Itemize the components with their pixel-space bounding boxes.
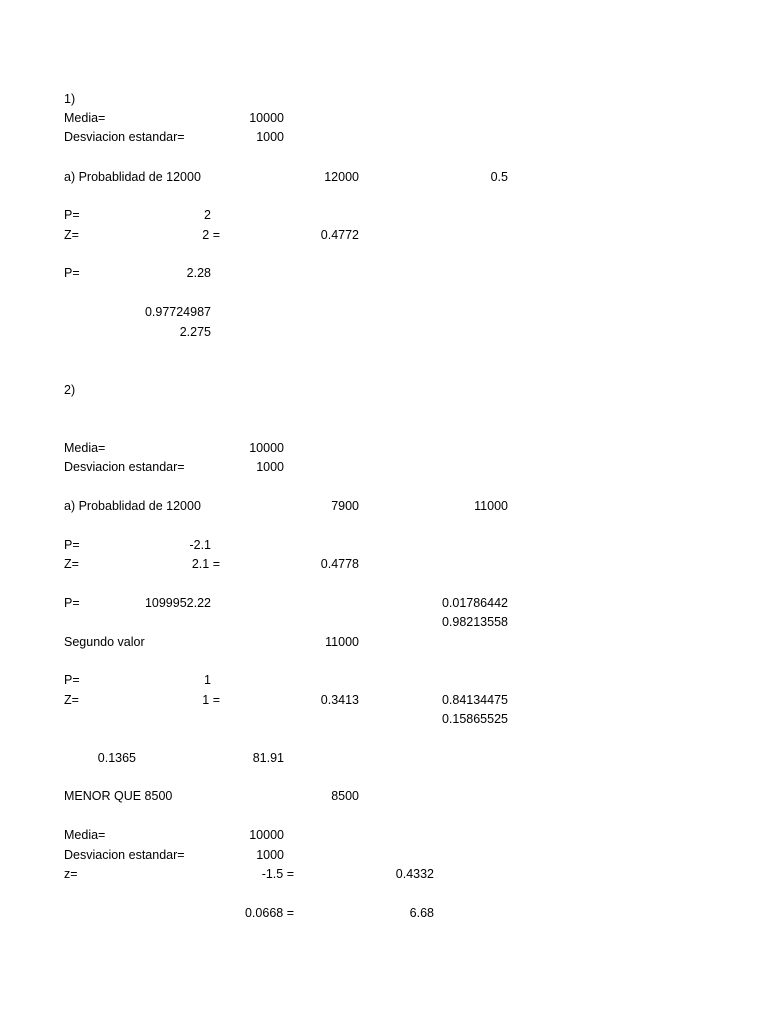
desviacion-label: Desviacion estandar= (64, 460, 185, 474)
value-cell: 0.0668 = (244, 906, 294, 920)
z-label: Z= (64, 557, 79, 571)
p-value: -2.1 (189, 538, 211, 552)
probabilidad-label: a) Probablidad de 12000 (64, 170, 201, 184)
value-cell: 0.98213558 (441, 615, 508, 629)
z-value: -1.5 = (261, 867, 294, 881)
p-label: P= (64, 673, 80, 687)
media-value: 10000 (249, 441, 284, 455)
probabilidad-value: 12000 (324, 170, 359, 184)
media-label: Media= (64, 441, 106, 455)
media-value: 10000 (249, 111, 284, 125)
z-value: 2.1 = (191, 557, 220, 571)
z-area: 0.4772 (320, 228, 359, 242)
value-cell: 81.91 (252, 751, 284, 765)
p-label: P= (64, 266, 80, 280)
p-result: 2.28 (186, 266, 211, 280)
p-value: 2 (204, 208, 211, 222)
desviacion-label: Desviacion estandar= (64, 848, 185, 862)
menor-que-label: MENOR QUE 8500 (64, 789, 173, 803)
z-label: z= (64, 867, 78, 881)
z-value: 1 = (202, 693, 220, 707)
z-value: 2 = (202, 228, 220, 242)
value-cell: 6.68 (409, 906, 434, 920)
z-area: 0.4778 (320, 557, 359, 571)
menor-que-value: 8500 (331, 789, 359, 803)
z-area: 0.3413 (320, 693, 359, 707)
probabilidad-extra: 0.5 (490, 170, 508, 184)
z-label: Z= (64, 228, 79, 242)
media-label: Media= (64, 111, 106, 125)
probabilidad-extra: 11000 (474, 499, 508, 513)
z-extra: 0.84134475 (441, 693, 508, 707)
section-2-label: 2) (64, 383, 76, 397)
section-1-label: 1) (64, 92, 76, 106)
segundo-valor-label: Segundo valor (64, 635, 145, 649)
p-label: P= (64, 596, 80, 610)
p-label: P= (64, 208, 80, 222)
p-label: P= (64, 538, 80, 552)
value-cell: 0.97724987 (144, 305, 211, 319)
desviacion-value: 1000 (256, 460, 284, 474)
p-extra: 0.01786442 (441, 596, 508, 610)
p-result: 1099952.22 (144, 596, 211, 610)
value-cell: 0.15865525 (441, 712, 508, 726)
media-value: 10000 (249, 828, 284, 842)
desviacion-value: 1000 (256, 130, 284, 144)
probabilidad-value: 7900 (331, 499, 359, 513)
value-cell: 2.275 (179, 325, 211, 339)
desviacion-value: 1000 (256, 848, 284, 862)
probabilidad-label: a) Probablidad de 12000 (64, 499, 201, 513)
desviacion-label: Desviacion estandar= (64, 130, 185, 144)
value-cell: 0.1365 (97, 751, 136, 765)
p-value: 1 (204, 673, 211, 687)
z-area: 0.4332 (395, 867, 434, 881)
segundo-valor-value: 11000 (325, 635, 359, 649)
media-label: Media= (64, 828, 106, 842)
z-label: Z= (64, 693, 79, 707)
